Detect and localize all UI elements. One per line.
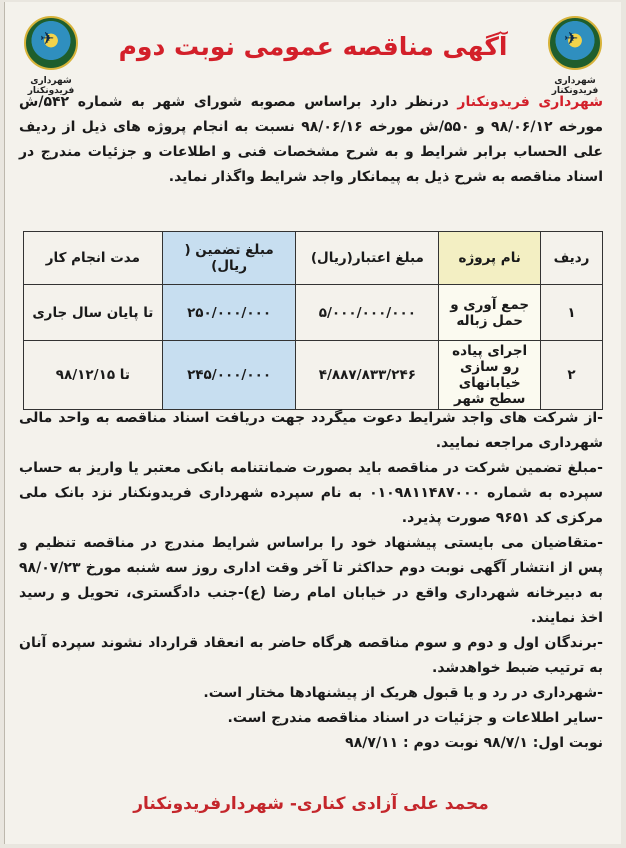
cell-row-number: ۱ <box>541 285 603 341</box>
logo-left-caption: شهرداری فریدونکنار <box>27 76 75 96</box>
cell-guarantee-amount: ۲۴۵/۰۰۰/۰۰۰ <box>162 341 296 410</box>
term-item: -برندگان اول و دوم و سوم مناقصه هرگاه حاضر به انعقاد قرارداد نشوند سپرده آنان به ترتیب ضبط خواهدشد. <box>19 635 603 676</box>
cell-credit-amount: ۵/۰۰۰/۰۰۰/۰۰۰ <box>296 285 439 341</box>
header-guarantee-amount: مبلغ تضمین ( ریال) <box>162 232 296 285</box>
projects-table <box>23 231 603 410</box>
intro-text: درنظر دارد براساس مصوبه شورای شهر به شماره ۵۴۲/ش مورخه ۹۸/۰۶/۱۲ و ۵۵۰/ش مورخه ۹۸/۰۶/۱۶ نسبت به انجام پروژه های ذیل از ردیف علی الحساب برابر شرایط و به شرح مشخصات فنی و اطلاعات و جزئیات مندرج در اسناد مناقصه به شرح ذیل به پیمانکار واجد شرایط واگذار نماید. <box>19 94 604 185</box>
cell-duration: تا پایان سال جاری <box>24 285 163 341</box>
header-duration: مدت انجام کار <box>24 232 163 285</box>
cell-row-number: ۲ <box>541 341 603 410</box>
table-row <box>24 285 603 341</box>
term-item: -از شرکت های واجد شرایط دعوت میگردد جهت دریافت اسناد مناقصه به واحد مالی شهرداری مراجعه نمایید. <box>19 410 603 451</box>
logo-right-caption: شهرداری فریدونکنار <box>551 76 599 96</box>
municipality-emblem-icon <box>548 16 602 70</box>
cell-duration: تا ۹۸/۱۲/۱۵ <box>24 341 163 410</box>
municipality-emblem-icon <box>24 16 78 70</box>
terms-list <box>19 406 603 756</box>
page-title: آگهی مناقصه عمومی نوبت دوم <box>118 32 508 61</box>
term-item: -سایر اطلاعات و جزئیات در اسناد مناقصه مندرج است. <box>227 710 603 726</box>
cell-credit-amount: ۴/۸۸۷/۸۳۳/۲۴۶ <box>296 341 439 410</box>
publication-dates: نوبت اول: ۹۸/۷/۱ نوبت دوم : ۹۸/۷/۱۱ <box>345 735 603 751</box>
notice-page <box>4 2 621 844</box>
table-header-row <box>24 232 603 285</box>
term-item: -شهرداری در رد و یا قبول هریک از پیشنهادها مختار است. <box>203 685 603 701</box>
logo-left <box>19 16 83 96</box>
header-credit-amount: مبلغ اعتبار(ریال) <box>296 232 439 285</box>
cell-guarantee-amount: ۲۵۰/۰۰۰/۰۰۰ <box>162 285 296 341</box>
header-project-name: نام پروژه <box>439 232 541 285</box>
table-row <box>24 341 603 410</box>
term-item: -متقاضیان می بایستی پیشنهاد خود را براساس شرایط مندرج در مناقصه تنظیم و پس از انتشار آگهی نوبت دوم حداکثر تا آخر وقت اداری روز سه شنبه مورخ ۹۸/۰۷/۲۳ به دبیرخانه شهرداری واقع در خیابان امام رضا (ع)-جنب دادگستری، تحویل و رسید اخذ نمایند. <box>19 535 603 626</box>
signature: محمد علی آزادی کناری- شهردارفریدونکنار <box>133 794 489 814</box>
intro-paragraph <box>19 90 603 190</box>
cell-project-name: جمع آوری و حمل زباله <box>439 285 541 341</box>
cell-project-name: اجرای پیاده رو سازی خیابانهای سطح شهر <box>439 341 541 410</box>
logo-right <box>543 16 607 96</box>
term-item: -مبلغ تضمین شرکت در مناقصه باید بصورت ضمانتنامه بانکی معتبر یا واریز به حساب سپرده به شماره ۰۱۰۹۸۱۱۴۸۷۰۰۰ به نام سپرده شهرداری فریدونکنار نزد بانک ملی مرکزی کد ۹۶۵۱ صورت پذیرد. <box>19 460 603 526</box>
header-row-number: ردیف <box>541 232 603 285</box>
intro-organization: شهرداری فریدونکنار <box>457 94 603 110</box>
